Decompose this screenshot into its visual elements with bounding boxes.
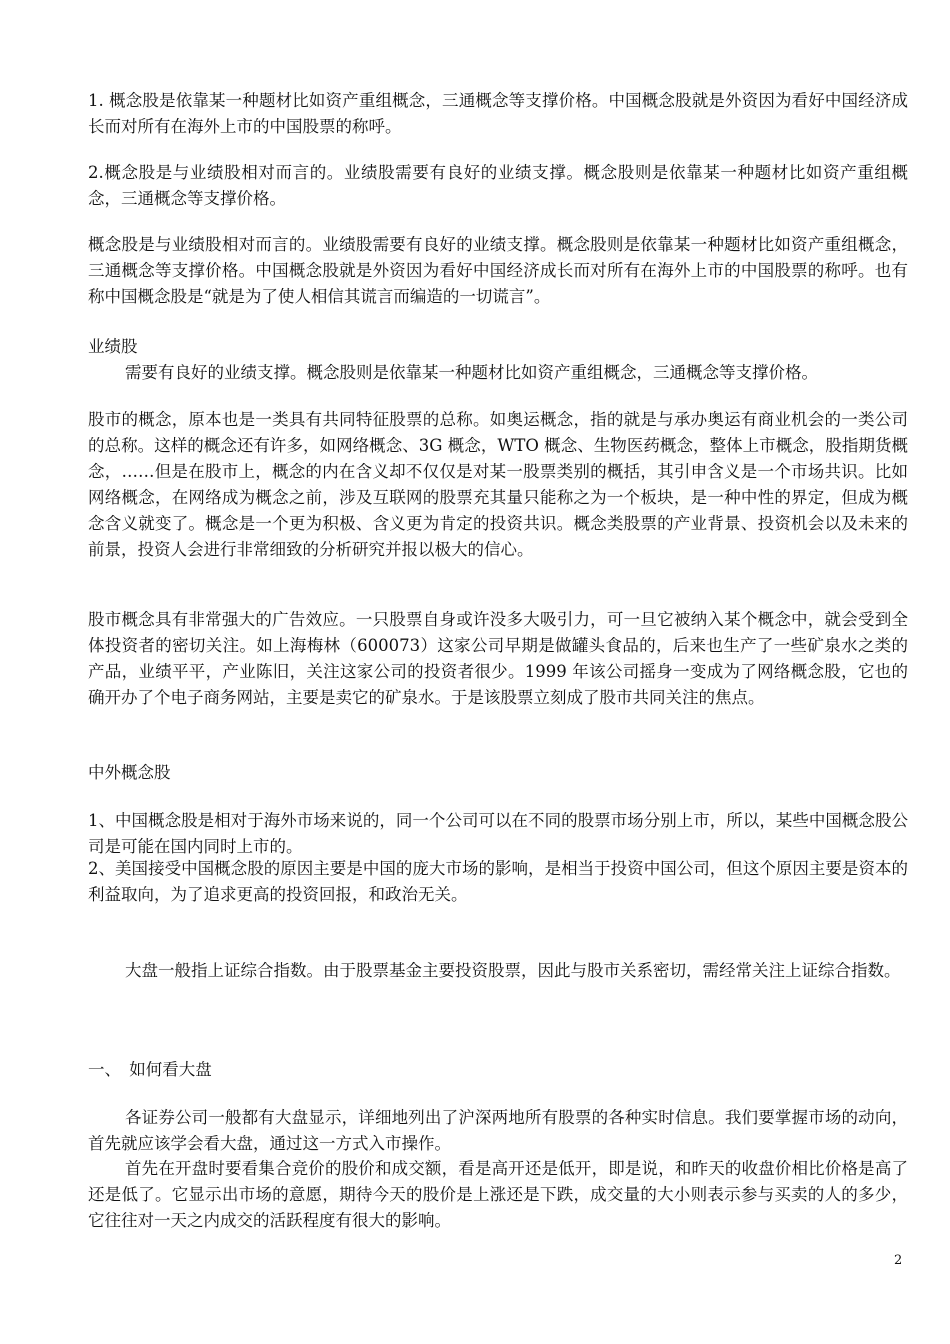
paragraph-9: 首先在开盘时要看集合竞价的股价和成交额，看是高开还是低开，即是说，和昨天的收盘价相比价格是高了还是低了。它显示出市场的意愿，期待今天的股价是上涨还是下跌，成交量的大小则表示参与买卖的人的多少，它往往对一天之内成交的活跃程度有很大的影响。 [88, 1159, 908, 1230]
page-number: 2 [894, 1253, 903, 1268]
section-heading-performance-stock: 业绩股 [88, 337, 138, 356]
section-heading-foreign-concept-stock: 中外概念股 [88, 763, 171, 782]
paragraph-1: 1. 概念股是依靠某一种题材比如资产重组概念，三通概念等支撑价格。中国概念股就是外资因为看好中国经济成长而对所有在海外上市的中国股票的称呼。 [88, 91, 908, 136]
paragraph-3: 概念股是与业绩股相对而言的。业绩股需要有良好的业绩支撑。概念股则是依靠某一种题材比如资产重组概念，三通概念等支撑价格。中国概念股就是外资因为看好中国经济成长而对所有在海外上市的中国股票的称呼。也有称中国概念股是“就是为了使人相信其谎言而编造的一切谎言”。 [88, 235, 908, 306]
paragraph-5: 股市的概念，原本也是一类具有共同特征股票的总称。如奥运概念，指的就是与承办奥运有商业机会的一类公司的总称。这样的概念还有许多，如网络概念、3G 概念，WTO 概念、生物医药概念，整体上市概念，股指期货概念，……但是在股市上，概念的内在含义却不仅仅是对某一股票类别的概括，其引申含义是一个市场共识。比如网络概念，在网络成为概念之前，涉及互联网的股票充其量只能称之为一个板块，是一种中性的界定，但成为概念含义就变了。概念是一个更为积极、含义更为肯定的投资共识。概念类股票的产业背景、投资机会以及未来的前景，投资人会进行非常细致的分析研究并报以极大的信心。 [88, 410, 908, 559]
paragraph-7: 大盘一般指上证综合指数。由于股票基金主要投资股票，因此与股市关系密切，需经常关注上证综合指数。 [125, 961, 901, 980]
list-item-1: 1、中国概念股是相对于海外市场来说的，同一个公司可以在不同的股票市场分别上市，所以，某些中国概念股公司是可能在国内同时上市的。 [88, 811, 908, 856]
paragraph-8: 各证券公司一般都有大盘显示，详细地列出了沪深两地所有股票的各种实时信息。我们要掌握市场的动向，首先就应该学会看大盘，通过这一方式入市操作。 [88, 1108, 908, 1153]
paragraph-6: 股市概念具有非常强大的广告效应。一只股票自身或许没多大吸引力，可一旦它被纳入某个概念中，就会受到全体投资者的密切关注。如上海梅林（600073）这家公司早期是做罐头食品的，后来也生产了一些矿泉水之类的产品，业绩平平，产业陈旧，关注这家公司的投资者很少。1999 年该公司摇身一变成为了网络概念股，它也的确开办了个电子商务网站，主要是卖它的矿泉水。于是该股票立刻成了股市共同关注的焦点。 [88, 610, 908, 707]
section-heading-how-to-read-market: 一、 如何看大盘 [88, 1060, 212, 1079]
paragraph-2: 2.概念股是与业绩股相对而言的。业绩股需要有良好的业绩支撑。概念股则是依靠某一种题材比如资产重组概念，三通概念等支撑价格。 [88, 163, 908, 208]
paragraph-4: 需要有良好的业绩支撑。概念股则是依靠某一种题材比如资产重组概念，三通概念等支撑价格。 [125, 363, 818, 382]
list-item-2: 2、美国接受中国概念股的原因主要是中国的庞大市场的影响，是相当于投资中国公司，但这个原因主要是资本的利益取向，为了追求更高的投资回报，和政治无关。 [88, 859, 908, 904]
